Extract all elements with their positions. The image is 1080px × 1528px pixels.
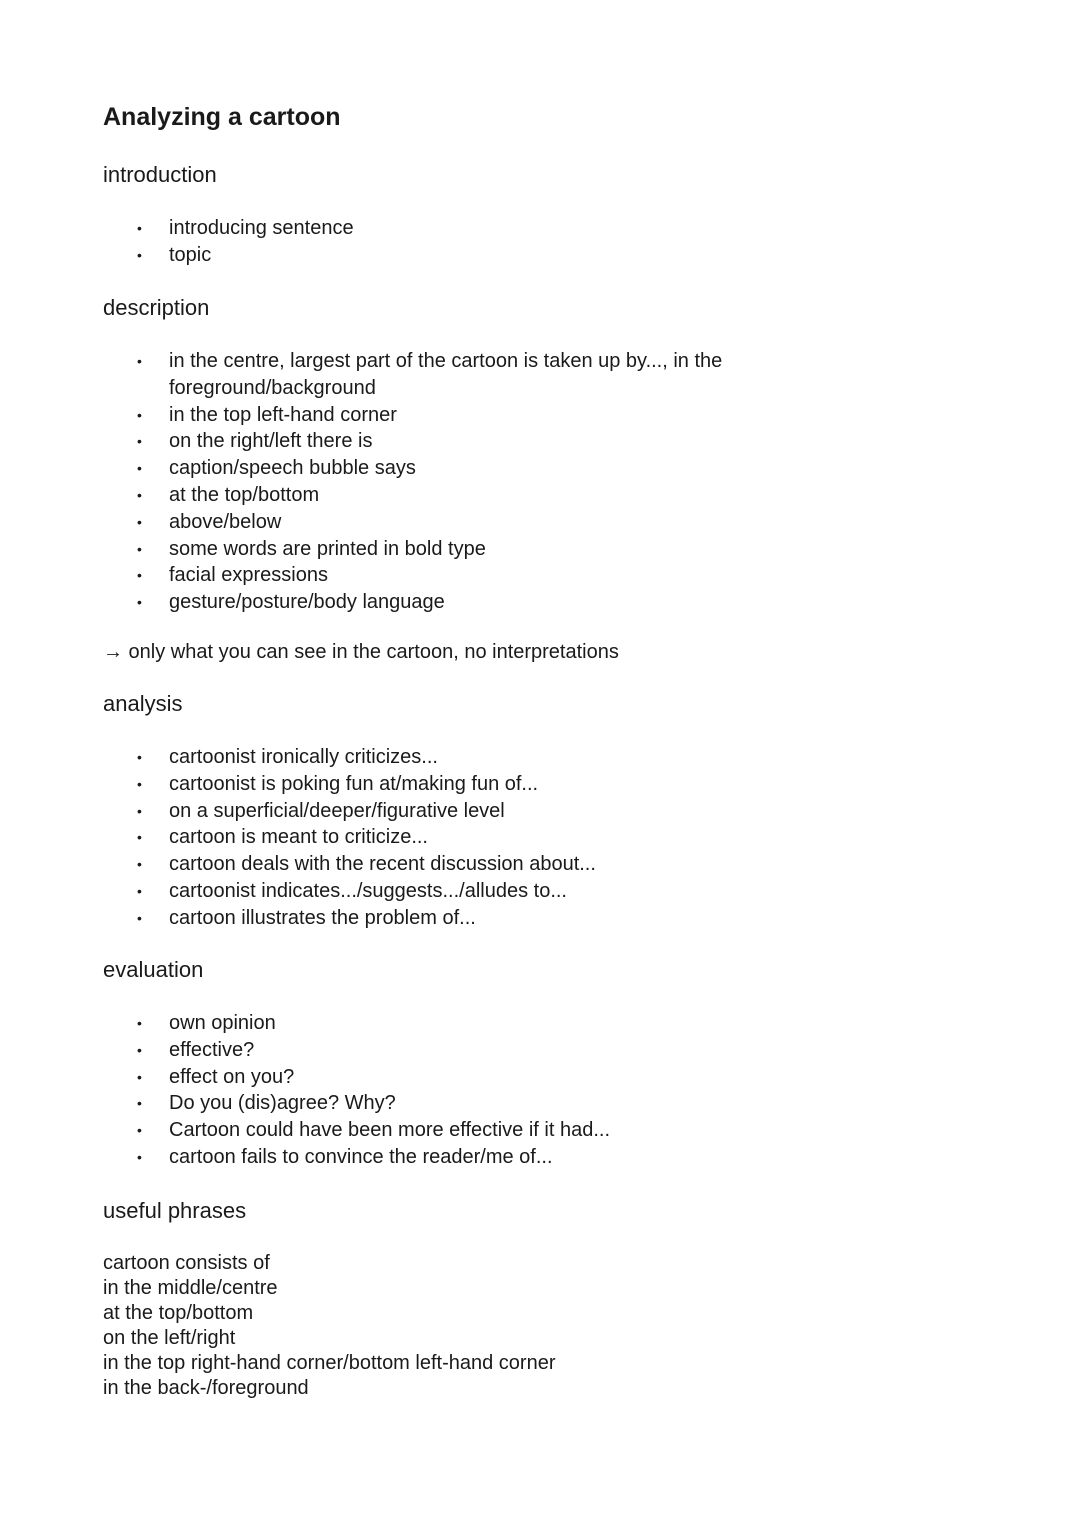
list-item: • own opinion [103,1010,863,1037]
bullet-icon: • [137,882,142,899]
useful-phrases-list [103,1251,555,1401]
list-item: • cartoonist ironically criticizes... [103,744,863,771]
section-heading-description: description [103,295,210,320]
bullet-icon: • [137,1122,142,1139]
list-item: • cartoon fails to convince the reader/me of... [103,1144,863,1171]
list-item: • caption/speech bubble says [103,455,803,482]
description-list [103,348,803,616]
list-item: • above/below [103,509,803,536]
bullet-icon: • [137,802,142,819]
list-item: • cartoon is meant to criticize... [103,824,863,851]
phrase-line: in the top right-hand corner/bottom left-hand corner [103,1352,556,1374]
phrase-line: on the left/right [103,1327,236,1349]
list-item: • some words are printed in bold type [103,536,803,563]
list-item: • effective? [103,1037,863,1064]
list-item: • in the centre, largest part of the cartoon is taken up by..., in the foreground/background [137,350,723,399]
list-item: • introducing sentence [103,215,863,242]
list-item: • on the right/left there is [103,428,803,455]
bullet-icon: • [137,540,142,557]
bullet-icon: • [137,1015,142,1031]
list-item: • cartoon illustrates the problem of... [103,905,863,932]
section-heading-evaluation: evaluation [103,957,204,982]
bullet-icon: • [137,460,142,477]
bullet-icon: • [137,829,142,846]
bullet-icon: • [137,486,142,503]
phrase-line: at the top/bottom [103,1302,254,1324]
section-heading-introduction: introduction [103,162,217,187]
bullet-icon: • [137,856,142,873]
list-item: • effect on you? [103,1064,863,1091]
evaluation-list [103,1010,863,1171]
bullet-icon: • [137,246,142,263]
bullet-icon: • [137,1068,142,1085]
bullet-icon: • [137,1095,142,1112]
list-item: • cartoon deals with the recent discussion about... [103,851,863,878]
list-item: • topic [103,242,863,269]
list-item: • gesture/posture/body language [103,589,803,616]
bullet-icon: • [137,567,142,584]
list-item: • in the top left-hand corner [103,402,803,429]
bullet-icon: • [137,220,142,236]
list-item: • cartoonist indicates.../suggests.../alludes to... [103,878,863,905]
page-title: Analyzing a cartoon [103,103,341,131]
bullet-icon: • [137,513,142,530]
phrase-line: in the back-/foreground [103,1377,309,1399]
introduction-list [103,215,863,269]
bullet-icon: • [137,433,142,450]
section-heading-analysis: analysis [103,691,183,716]
bullet-icon: • [137,406,142,423]
list-item: • facial expressions [103,562,803,589]
bullet-icon: • [137,749,142,765]
bullet-icon: • [137,594,142,611]
phrase-line: cartoon consists of [103,1252,270,1274]
analysis-list [103,744,863,932]
bullet-icon: • [137,353,142,369]
section-heading-useful-phrases: useful phrases [103,1198,247,1223]
phrase-line: in the middle/centre [103,1277,278,1299]
bullet-icon: • [137,909,142,926]
bullet-icon: • [137,1148,142,1165]
list-item: • Cartoon could have been more effective if it had... [103,1117,863,1144]
list-item: • Do you (dis)agree? Why? [103,1090,863,1117]
list-item: • at the top/bottom [103,482,803,509]
list-item: • cartoonist is poking fun at/making fun of... [103,771,863,798]
list-item: • on a superficial/deeper/figurative level [103,798,863,825]
description-note: → only what you can see in the cartoon, no interpretations [103,641,619,663]
bullet-icon: • [137,775,142,792]
bullet-icon: • [137,1041,142,1058]
